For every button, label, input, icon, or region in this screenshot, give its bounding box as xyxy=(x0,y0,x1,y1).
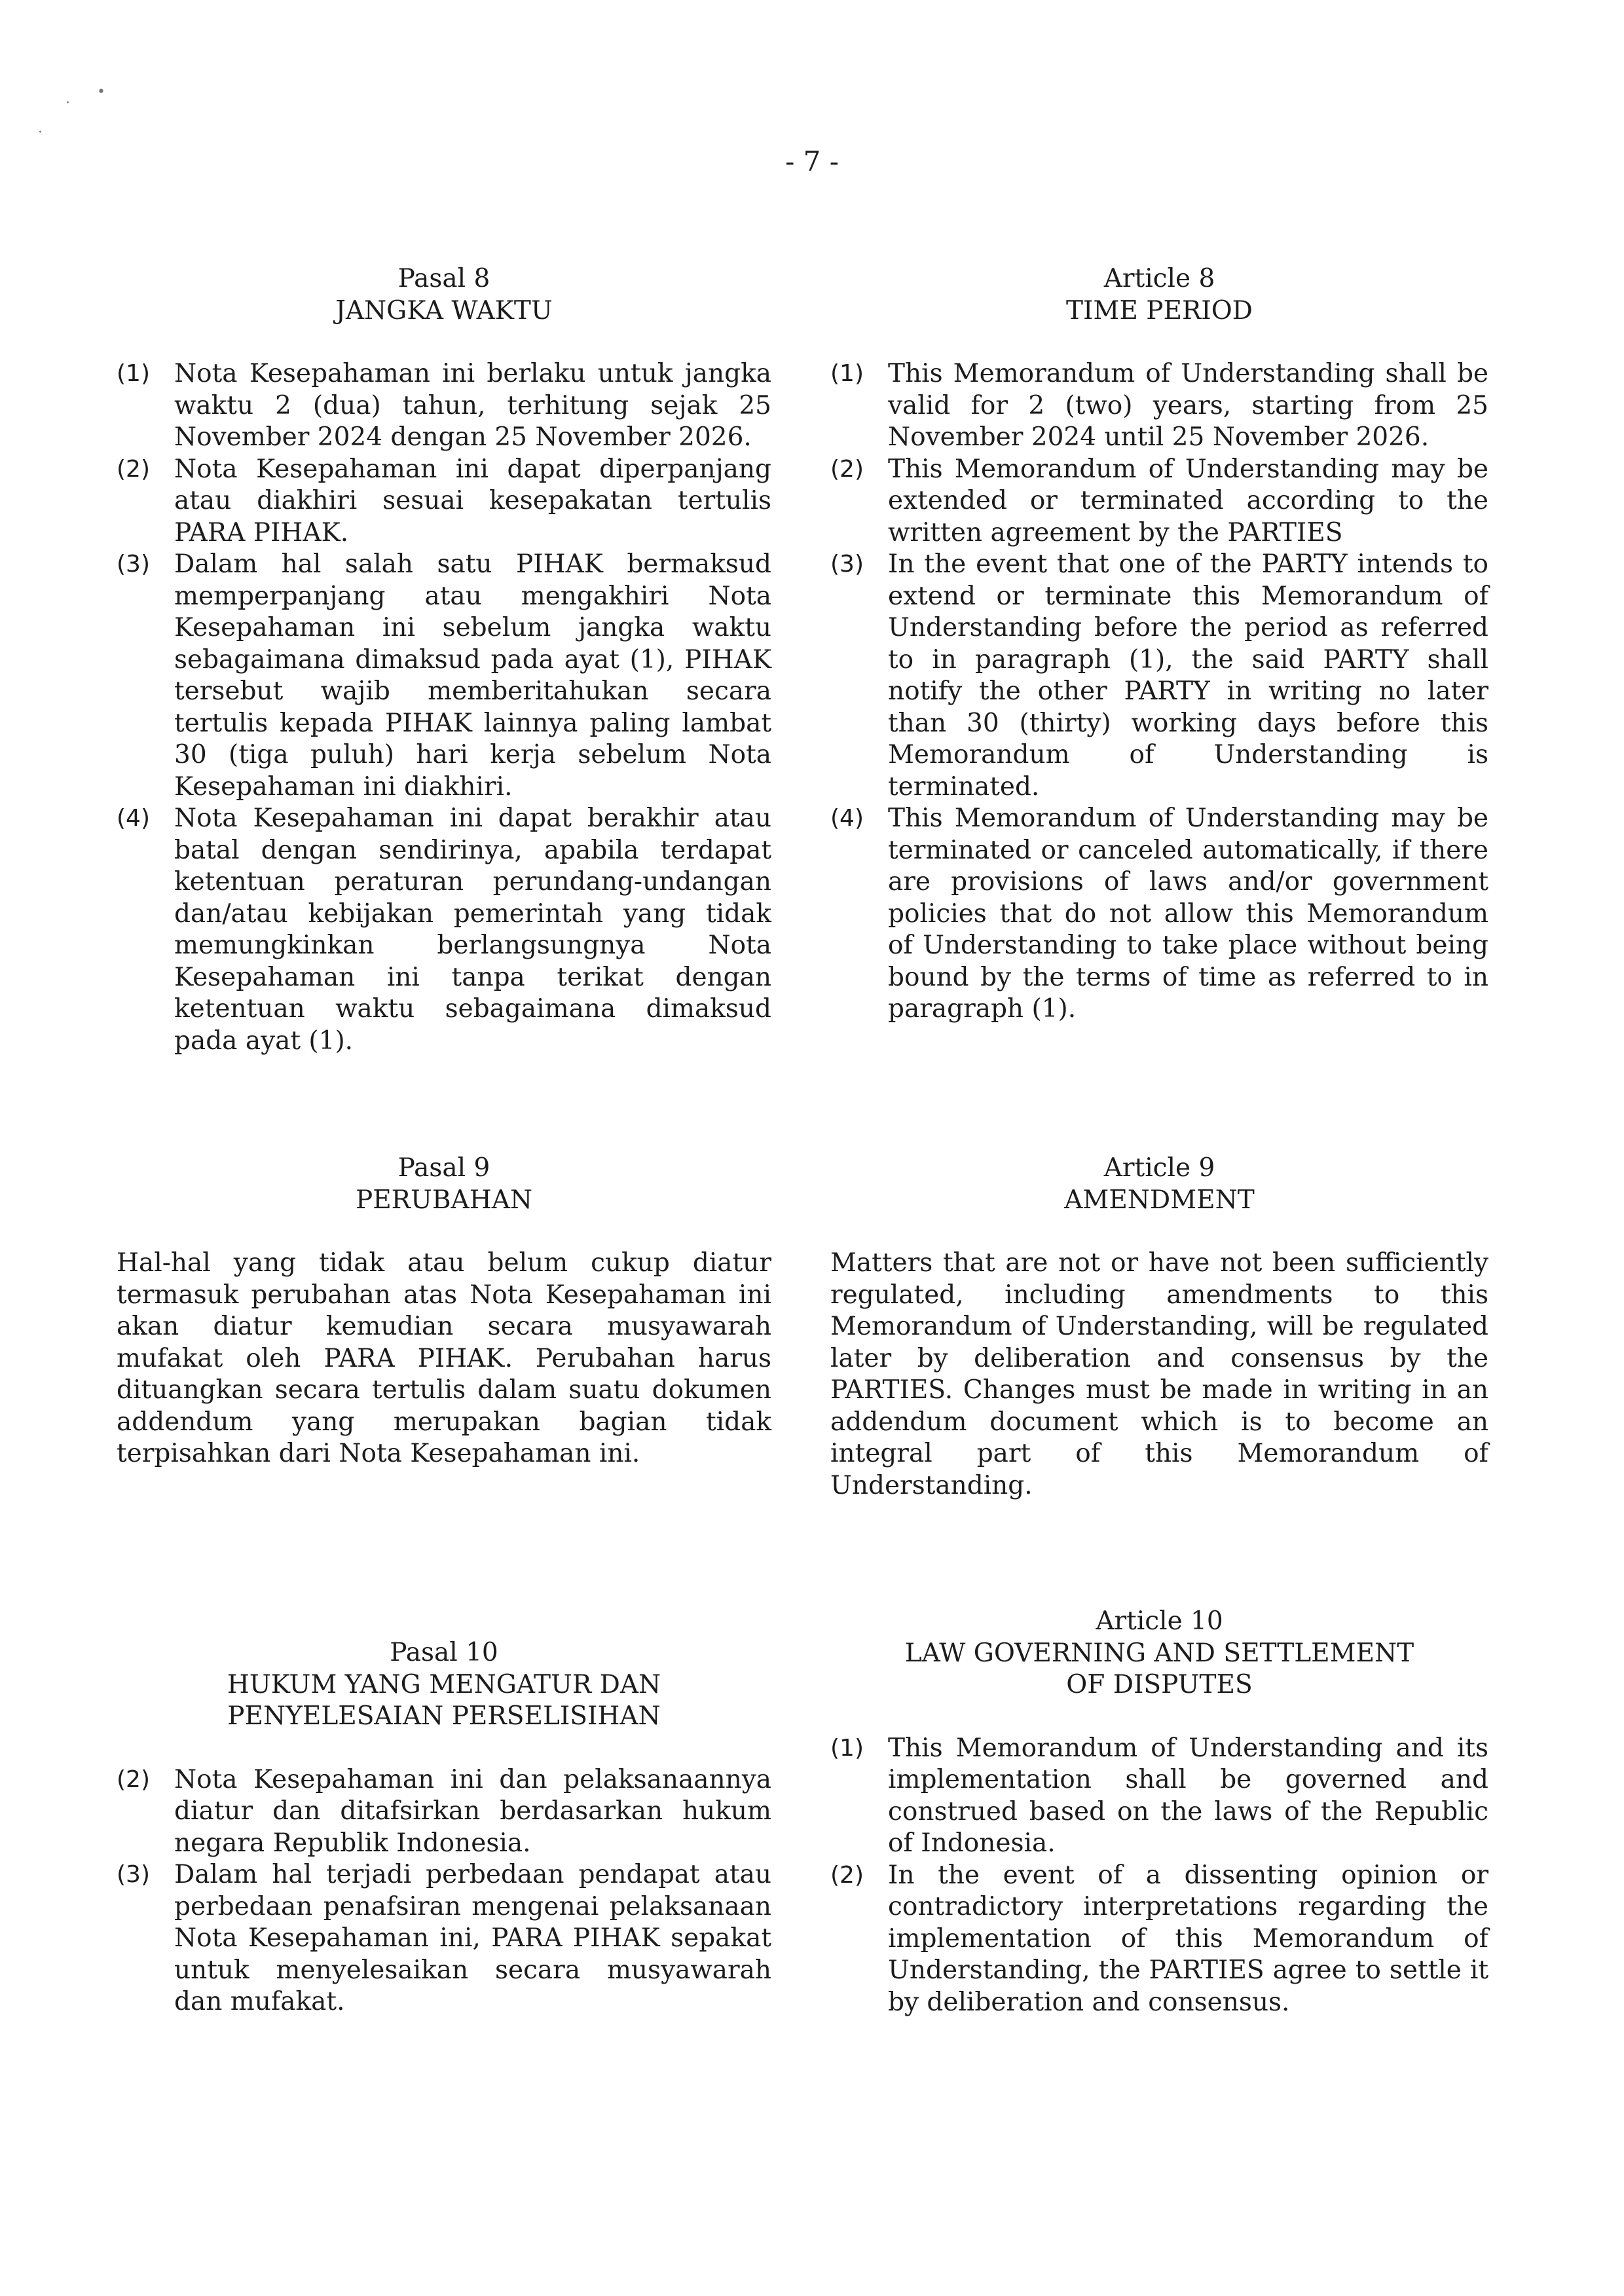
list-item: (2) Nota Kesepahaman ini dapat diperpanjang atau diakhiri sesuai kesepakatan tertulis PARA PIHAK. xyxy=(117,454,771,547)
pasal-10-title: Pasal 10 xyxy=(390,1638,498,1667)
article-10-subtitle: LAW GOVERNING AND SETTLEMENT OF DISPUTES xyxy=(904,1638,1414,1699)
article-10 xyxy=(830,1606,1488,2018)
pasal-8-subtitle: JANGKA WAKTU xyxy=(335,295,553,325)
article-10-list xyxy=(830,1733,1488,2019)
list-item: (4) This Memorandum of Understanding may be terminated or canceled automatically, if there are provisions of laws and/or government policies that do not allow this Memorandum of Understanding to take place without being bound by the terms of time as referred to in paragraph (1). xyxy=(830,804,1488,1024)
article-8 xyxy=(830,263,1488,1026)
pasal-9 xyxy=(117,1153,771,1470)
list-item: (1) Nota Kesepahaman ini berlaku untuk jangka waktu 2 (dua) tahun, terhitung sejak 25 November 2024 dengan 25 November 2026. xyxy=(117,359,771,452)
article-9-title: Article 9 xyxy=(1103,1153,1215,1183)
list-item: (2) Nota Kesepahaman ini dan pelaksanaannya diatur dan ditafsirkan berdasarkan hukum negara Republik Indonesia. xyxy=(117,1764,771,1858)
scan-speck: · xyxy=(65,95,70,111)
article-8-list xyxy=(830,358,1488,1026)
list-item: (3) Dalam hal terjadi perbedaan pendapat atau perbedaan penafsiran mengenai pelaksanaan Nota Kesepahaman ini, PARA PIHAK sepakat untuk menyelesaikan secara musyawarah dan mufakat. xyxy=(117,1860,771,2016)
pasal-8-title: Pasal 8 xyxy=(397,264,490,293)
list-item: (1) This Memorandum of Understanding and its implementation shall be governed and construed based on the laws of the Republic of Indonesia. xyxy=(830,1733,1488,1858)
list-item: (2) This Memorandum of Understanding may be extended or terminated according to the written agreement by the PARTIES xyxy=(830,454,1488,547)
pasal-9-title: Pasal 9 xyxy=(397,1153,490,1183)
article-9 xyxy=(830,1153,1488,1502)
pasal-8 xyxy=(117,263,771,1057)
pasal-8-list xyxy=(117,358,771,1057)
pasal-9-body: Hal-hal yang tidak atau belum cukup diatur termasuk perubahan atas Nota Kesepahaman ini akan diatur kemudian secara musyawarah mufakat oleh PARA PIHAK. Perubahan harus dituangkan secara tertulis dalam suatu dokumen addendum yang merupakan bagian tidak terpisahkan dari Nota Kesepahaman ini. xyxy=(117,1248,771,1468)
list-item: (1) This Memorandum of Understanding shall be valid for 2 (two) years, starting from 25 November 2024 until 25 November 2026. xyxy=(830,359,1488,452)
page-number: - 7 - xyxy=(785,145,839,177)
list-item: (3) Dalam hal salah satu PIHAK bermaksud memperpanjang atau mengakhiri Nota Kesepahaman ini sebelum jangka waktu sebagaimana dimaksud pada ayat (1), PIHAK tersebut wajib memberitahukan secara tertulis kepada PIHAK lainnya paling lambat 30 (tiga puluh) hari kerja sebelum Nota Kesepahaman ini diakhiri. xyxy=(117,549,771,802)
scan-speck: • xyxy=(97,84,105,100)
article-8-title: Article 8 xyxy=(1103,264,1215,293)
article-8-subtitle: TIME PERIOD xyxy=(1066,295,1253,325)
list-item: (3) In the event that one of the PARTY intends to extend or terminate this Memorandum of Understanding before the period as referred to in paragraph (1), the said PARTY shall notify the other PARTY in writing no later than 30 (thirty) working days before this Memorandum of Understanding is terminated. xyxy=(830,549,1488,802)
list-item: (2) In the event of a dissenting opinion or contradictory interpretations regarding the implementation of this Memorandum of Understanding, the PARTIES agree to settle it by deliberation and consensus. xyxy=(830,1860,1488,2017)
pasal-10-subtitle: HUKUM YANG MENGATUR DAN PENYELESAIAN PERSELISIHAN xyxy=(227,1669,661,1731)
pasal-9-subtitle: PERUBAHAN xyxy=(355,1185,533,1215)
article-9-body: Matters that are not or have not been sufficiently regulated, including amendments to this Memorandum of Understanding, will be regulated later by deliberation and consensus by the PARTIES. Changes must be made in writing in an addendum document which is to become an integral part of this Memorandum of Understanding. xyxy=(830,1248,1488,1500)
scan-speck: · xyxy=(38,124,43,141)
pasal-10-list xyxy=(117,1764,771,2018)
list-item: (4) Nota Kesepahaman ini dapat berakhir atau batal dengan sendirinya, apabila terdapat ketentuan peraturan perundang-undangan dan/atau kebijakan pemerintah yang tidak memungkinkan berlangsungnya Nota Kesepahaman ini tanpa terikat dengan ketentuan waktu sebagaimana dimaksud pada ayat (1). xyxy=(117,804,771,1056)
pasal-10 xyxy=(117,1637,771,2018)
article-9-subtitle: AMENDMENT xyxy=(1064,1185,1255,1215)
article-10-title: Article 10 xyxy=(1096,1606,1223,1636)
